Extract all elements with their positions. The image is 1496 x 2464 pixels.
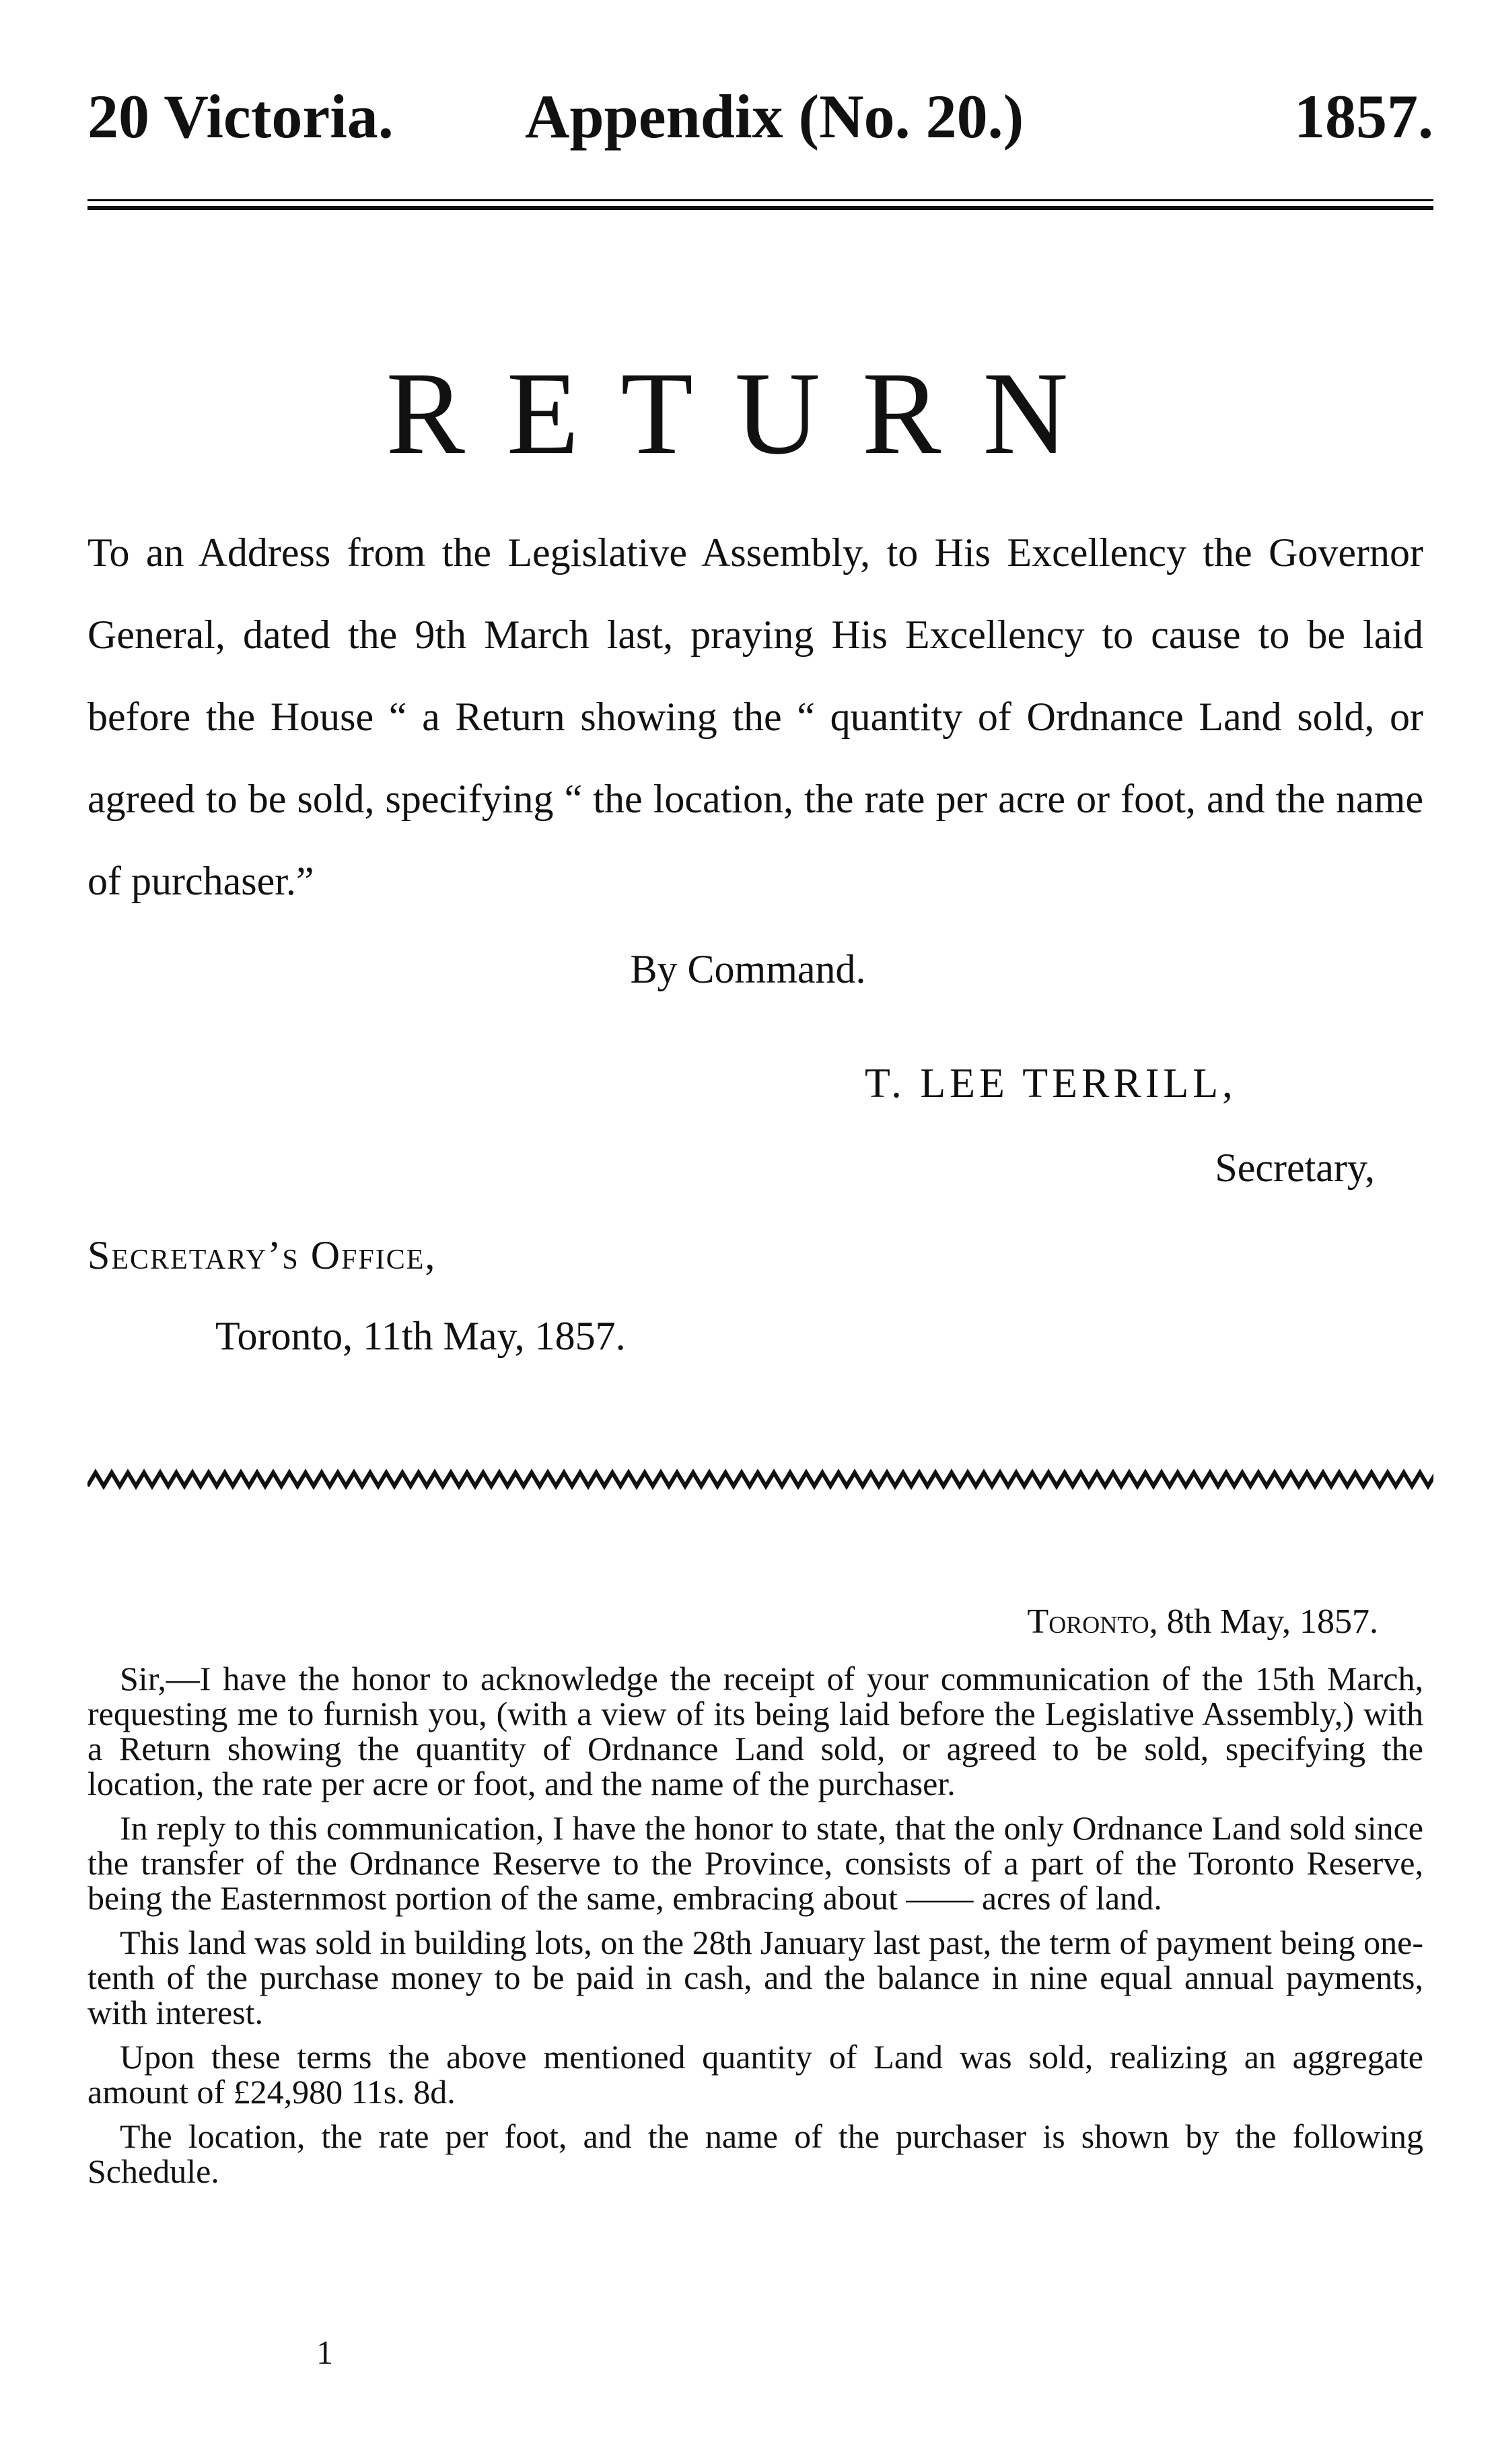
letter-paragraph: This land was sold in building lots, on the 28th January last past, the term of payment being one-tenth of the purchase money to be paid in cash, and the balance in nine equal annual payments, with interest. [87,1924,1423,2031]
signatory-title: Secretary, [1215,1146,1375,1190]
folio-number: 1 [316,2333,333,2371]
by-command: By Command. [630,947,866,991]
office-date: Toronto, 11th May, 1857. [215,1314,626,1358]
letter-body [87,1661,1423,2198]
return-title: RETURN [386,348,1110,479]
header-regnal-year: 20 Victoria. [87,82,394,151]
letter-paragraph: Sir,—I have the honor to acknowledge the receipt of your communication of the 15th March, requesting me to furnish you, (with a view of its being laid before the Legislative Assembly,) with a Return showing the quantity of Ordnance Land sold, or agreed to be sold, specifying the location, the rate per acre or foot, and the name of the purchaser. [87,1660,1423,1802]
header-rule-thin [87,199,1433,201]
address-paragraph: To an Address from the Legislative Assembly, to His Excellency the Governor General, dated the 9th March last, praying His Excellency to cause to be laid before the House “ a Return showing the “ quantity of Ordnance Land sold, or agreed to be sold, specifying “ the location, the rate per acre or foot, and the name of purchaser.” [87,530,1423,903]
letter-paragraph: In reply to this communication, I have the honor to state, that the only Ordnance Land sold since the transfer of the Ordnance Reserve to the Province, consists of a part of the Toronto Reserve, being the Easternmost portion of the same, embracing about —— acres of land. [87,1809,1423,1917]
letter-dateline [1028,1598,1379,1646]
header-year: 1857. [1294,82,1433,151]
letter-paragraph: The location, the rate per foot, and the name of the purchaser is shown by the following Schedule. [87,2117,1423,2190]
letter-date: 8th May, 1857. [1166,1603,1378,1641]
header-rule-thick [87,206,1433,210]
office-name: Secretary’s Office, [87,1233,437,1277]
signatory-name: T. LEE TERRILL, [865,1061,1237,1106]
letter-paragraph: Upon these terms the above mentioned quantity of Land was sold, realizing an aggregate amount of £24,980 11s. 8d. [87,2038,1423,2111]
header-appendix: Appendix (No. 20.) [525,82,1024,151]
letter-place: Toronto, [1027,1603,1158,1641]
running-head [87,79,1433,153]
wavy-divider [87,1466,1433,1493]
